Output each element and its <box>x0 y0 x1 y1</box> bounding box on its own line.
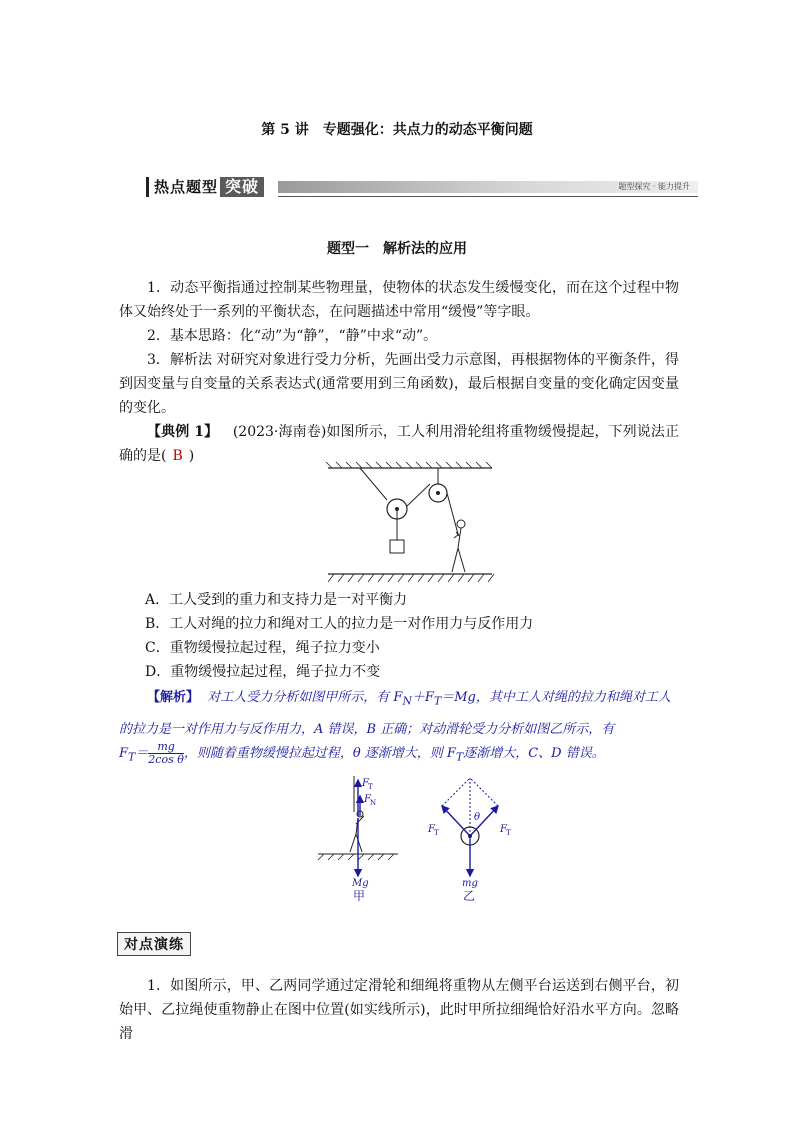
fig-yi-theta: θ <box>474 812 481 823</box>
fig-yi-ft-right: F <box>500 824 507 835</box>
banner-label-b: 突破 <box>220 177 264 197</box>
fig-jia-fn-sub: N <box>370 799 377 807</box>
fig-jia-ft: F <box>362 778 369 789</box>
formula-ft: F <box>119 746 129 761</box>
example-answer: B <box>172 448 183 464</box>
pulley-figure <box>320 462 500 584</box>
fraction-numerator: mg <box>148 741 184 754</box>
formula-eq: ＝ <box>135 746 149 761</box>
example-stem <box>119 420 679 468</box>
example-label: 【典例 1】 <box>147 424 219 440</box>
section-banner <box>146 176 698 198</box>
fig-yi-ft-left: F <box>428 824 435 835</box>
point-3: 3．解析法 对研究对象进行受力分析，先画出受力示意图，再根据物体的平衡条件，得到因变量与自变量的关系表达式(通常要用到三角函数)，最后根据自变量的变化确定因变量的变化。 <box>119 352 679 416</box>
option-a: A．工人受到的重力和支持力是一对平衡力 <box>145 592 408 608</box>
analysis-tail-2: 逐渐增大，C、D 错误。 <box>463 746 605 761</box>
example-source: (2023·海南卷) <box>232 424 327 440</box>
banner-tag: 题型探究 · 能力提升 <box>618 182 690 191</box>
analysis-text-2: ＋F <box>411 690 434 705</box>
fig-jia-fn: F <box>364 794 371 805</box>
fig-yi-caption: 乙 <box>463 889 476 903</box>
analysis-label: 【解析】 <box>147 690 200 705</box>
option-b: B．工人对绳的拉力和绳对工人的拉力是一对作用力与反作用力 <box>145 616 534 632</box>
fig-yi-mg: mg <box>462 878 478 889</box>
option-d: D．重物缓慢拉起过程，绳子拉力不变 <box>145 664 381 680</box>
point-1: 1．动态平衡指通过控制某些物理量，使物体的状态发生缓慢变化，而在这个过程中物体又始终处于一系列的平衡状态，在问题描述中常用“缓慢”等字眼。 <box>119 280 679 320</box>
analysis-sub-n: N <box>402 694 412 708</box>
analysis-text-3: ＝Mg，其中工人对绳的拉力和绳对工人的拉力是一对作用力与反作用力，A 错误，B 正确；对动滑轮受力分析如图乙所示，有 <box>119 690 671 737</box>
example-stem-close: ) <box>188 448 195 464</box>
fig-yi-ft-right-sub: T <box>506 829 511 837</box>
tail-sub-t: T <box>455 750 464 764</box>
banner-underline <box>278 196 698 197</box>
example-stem-text: 如图所示，工人利用滑轮组将重物缓慢提起，下列说法正确的是( <box>119 424 679 464</box>
section-heading-1: 题型一 解析法的应用 <box>327 241 467 257</box>
page-title: 第 5 讲 专题强化：共点力的动态平衡问题 <box>261 122 533 138</box>
fig-jia-caption: 甲 <box>353 889 366 903</box>
section-heading-2: 对点演练 <box>117 932 191 956</box>
fig-jia-ft-sub: T <box>368 783 373 791</box>
analysis-tail: ，则随着重物缓慢拉起过程，θ 逐渐增大，则 F <box>183 746 456 761</box>
formula-fraction <box>148 741 184 766</box>
force-diagrams <box>310 772 530 907</box>
point-2: 2．基本思路：化“动”为“静”，“静”中求“动”。 <box>147 328 438 344</box>
fig-yi-ft-left-sub: T <box>434 829 439 837</box>
banner-label-a: 热点题型 <box>146 177 218 197</box>
fig-jia-mg: Mg <box>352 878 369 889</box>
analysis-text-1: 对工人受力分析如图甲所示，有 F <box>207 690 403 705</box>
exercise-1: 1．如图所示，甲、乙两同学通过定滑轮和细绳将重物从左侧平台运送到右侧平台，初始甲、乙拉绳使重物静止在图中位置(如实线所示)，此时甲所拉细绳恰好沿水平方向。忽略滑 <box>119 978 679 1042</box>
formula-sub-t: T <box>128 750 136 764</box>
analysis-paragraph <box>119 684 679 744</box>
analysis-sub-t: T <box>433 694 442 708</box>
analysis-formula-line <box>119 740 679 772</box>
fraction-denominator: 2cos θ <box>148 753 184 766</box>
option-c: C．重物缓慢拉起过程，绳子拉力变小 <box>145 640 380 656</box>
